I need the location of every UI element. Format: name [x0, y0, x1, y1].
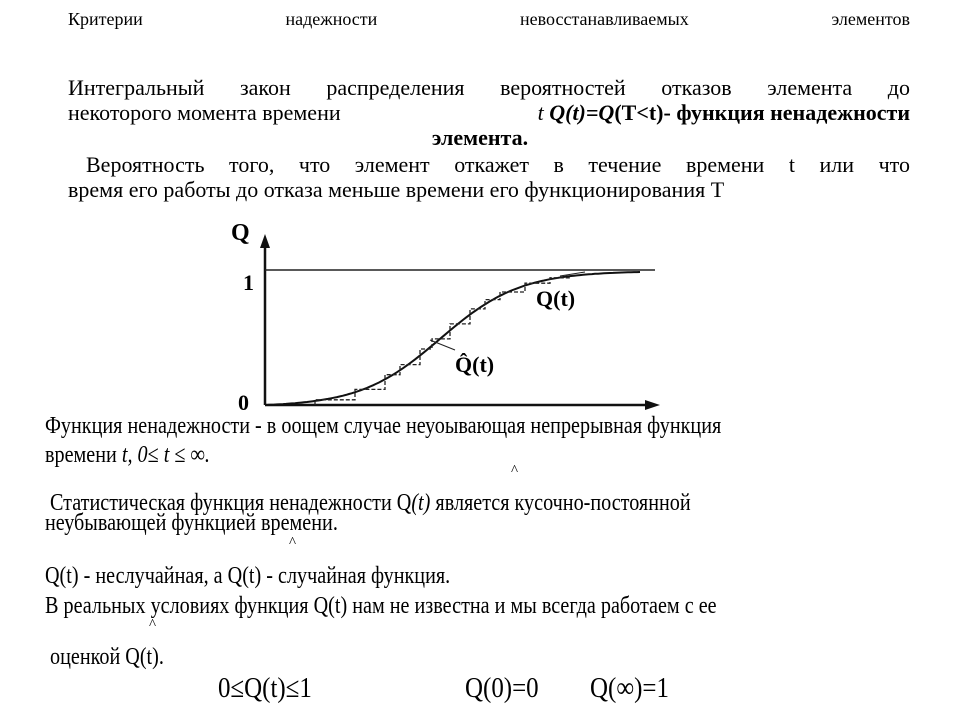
text: Статистическая функция ненадежности Q [50, 490, 412, 516]
hat-caret: ^ [511, 463, 519, 479]
estimate-label: Q̂(t) [455, 352, 495, 377]
text: является кусочно-постоянной [430, 490, 691, 516]
definition: (T<t)- функция ненадежности [614, 100, 910, 125]
title-word: надежности [285, 9, 378, 29]
para2-line1: Вероятность того, что элемент откажет в течение времени t или что [86, 152, 910, 177]
body-line5: Q(t) - неслучайная, а Q(t) - случайная функция. [45, 563, 451, 589]
body-line1: Функция ненадежности - в оощем случае неуоывающая непрерывная функция [45, 413, 722, 439]
q-formula: Q(t)=Q [549, 100, 615, 125]
text: времени [45, 442, 122, 468]
bounds-formula: 0≤Q(t)≤1 [218, 672, 312, 704]
range-formula: t, 0≤ t ≤ ∞. [121, 442, 210, 468]
q-hat-steps [315, 278, 570, 405]
curve-label: Q(t) [536, 286, 576, 311]
tick-1: 1 [243, 270, 254, 295]
title-word: невосстанавливаемых [520, 9, 689, 29]
body-line6: В реальных условиях функция Q(t) нам не известна и мы всегда работаем с ее [45, 593, 717, 619]
y-axis-label: Q [231, 220, 250, 246]
x-axis-arrow-icon [645, 400, 660, 410]
para1-text: некоторого момента времени [68, 100, 341, 125]
body-line4: неубывающей функцией времени. [45, 510, 338, 536]
title-word: элементов [831, 9, 910, 29]
var-t: t [537, 100, 544, 125]
q-curve [265, 272, 640, 405]
tick-0: 0 [238, 390, 249, 415]
arg: (t) [411, 490, 431, 516]
para2-line2: время его работы до отказа меньше времени его функционирования T [68, 177, 725, 202]
y-axis-arrow-icon [260, 234, 270, 248]
para1-line3: элемента. [431, 125, 529, 150]
hat-caret: ^ [149, 617, 157, 633]
hat-caret: ^ [289, 535, 297, 551]
limit-formula: Q(∞)=1 [590, 672, 669, 704]
body-line7: оценкой Q(t). [50, 644, 164, 670]
title-word: Критерии [68, 9, 143, 29]
initial-formula: Q(0)=0 [465, 672, 539, 704]
para1-line1: Интегральный закон распределения вероятностей отказов элемента до [68, 75, 910, 100]
body-line2 [45, 442, 210, 469]
